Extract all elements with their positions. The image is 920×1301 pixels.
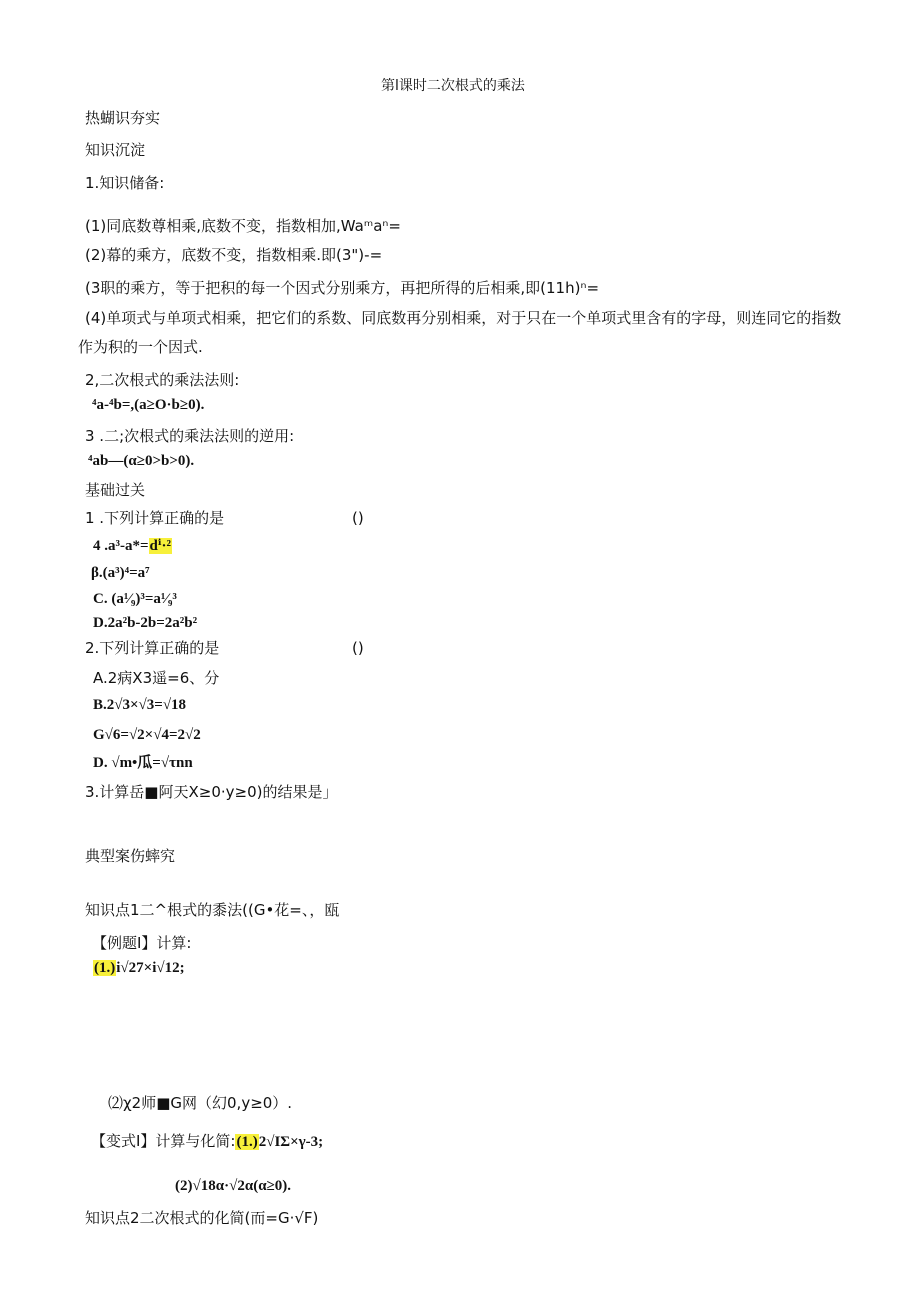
variant-1-part-1: 2√IΣ×γ-3; [258, 1134, 324, 1150]
knowledge-item1-4b: 作为积的一个因式. [78, 338, 203, 356]
knowledge-item2-formula: ⁴a-⁴b=,(a≥O·b≥0). [92, 397, 205, 413]
knowledge-item1-head: 1.知识储备: [85, 174, 165, 192]
q2-option-b: B.2√3×√3=√18 [93, 697, 187, 713]
section-warmup: 热蝴识夯实 [85, 109, 161, 127]
variant-1-part-2: (2)√18α·√2α(α≥0). [175, 1178, 292, 1194]
q2-paren: () [352, 639, 364, 657]
q2-option-c: G√6=√2×√4=2√2 [93, 727, 201, 743]
highlight-mark: dⁱ·² [149, 538, 171, 554]
q2-stem: 2.下列计算正确的是 [85, 639, 220, 657]
highlight-mark: (1.) [94, 960, 116, 976]
section-basic: 基础过关 [85, 481, 146, 499]
section-knowledge: 知识沉淀 [85, 141, 146, 159]
highlight-mark: (1.) [236, 1134, 258, 1150]
page-title: 第l课时二次根式的乘法 [381, 78, 525, 94]
knowledge-item1-3: (3职的乘方，等于把积的每一个因式分别乘方，再把所得的后相乘,即(11h)ⁿ= [85, 279, 600, 297]
q1-option-b: β.(a³)⁴=a⁷ [91, 565, 150, 581]
example-1-part-1 [93, 958, 185, 978]
q1-option-c: C. (a¹⁄₉)³=a¹⁄₉³ [93, 591, 177, 607]
q2-option-d: D. √m•瓜=√τnn [93, 755, 193, 771]
knowledge-item3-head: 3 .二;次根式的乘法法则的逆用: [85, 427, 295, 445]
knowledge-item3-formula: ⁴ab—(α≥0>b>0). [88, 453, 195, 469]
q2-option-a: A.2病X3遥=6、分 [93, 669, 220, 687]
knowledge-point-1: 知识点1二^根式的黍法((G•花=、，瓯 [85, 901, 340, 919]
q1-option-a [93, 536, 172, 556]
variant-1-label: 【变式I】计算与化简: [91, 1132, 236, 1150]
q3-stem: 3.计算岳■阿天X≥0·y≥0)的结果是」 [85, 783, 338, 801]
q1-paren: () [352, 509, 364, 527]
knowledge-item1-4a: (4)单项式与单项式相乘，把它们的系数、同底数再分别相乘，对于只在一个单项式里含有的字母，则连同它的指数 [85, 309, 842, 327]
section-cases: 典型案伤蟀究 [85, 847, 176, 865]
example-1-part-2: ⑵χ2师■G网（幻0,y≥0）. [108, 1094, 293, 1112]
example-1-part-1-text: i√27×i√12; [116, 960, 185, 976]
q1-option-d: D.2a²b-2b=2a²b² [93, 615, 198, 631]
variant-1 [91, 1131, 323, 1152]
q1-option-a-text: 4 .a³-a*= [93, 538, 149, 554]
knowledge-point-2: 知识点2二次根式的化简(而=G·√F) [85, 1209, 319, 1227]
example-1-head: 【例题I】计算: [92, 934, 192, 952]
knowledge-item1-1: (1)同底数尊相乘,底数不变，指数相加,Waᵐaⁿ= [85, 217, 401, 235]
q1-stem: 1 .下列计算正确的是 [85, 509, 225, 527]
knowledge-item1-2: (2)幕的乘方，底数不变，指数相乘.即(3")-= [85, 246, 383, 264]
knowledge-item2-head: 2,二次根式的乘法法则: [85, 371, 240, 389]
